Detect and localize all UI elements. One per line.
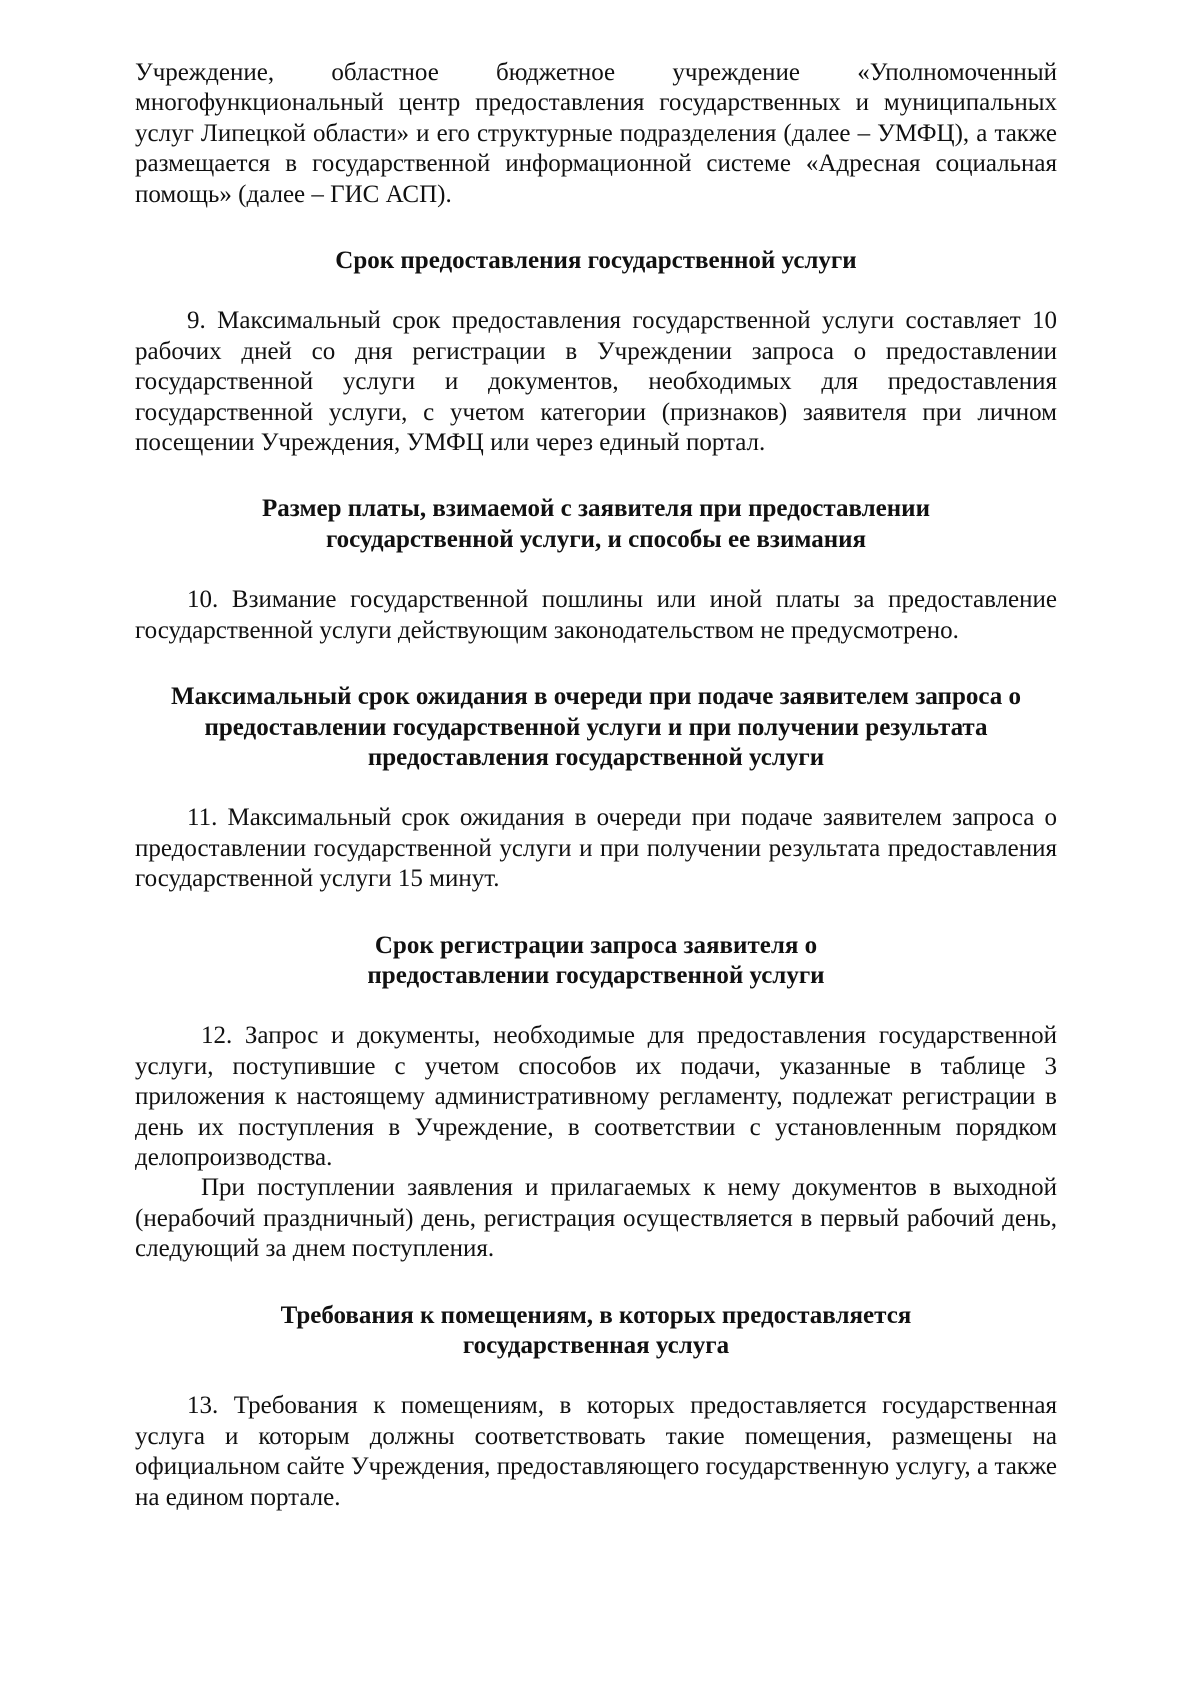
paragraph-13: 13. Требования к помещениям, в которых предоставляется государственная услуга и которым должны соответствовать такие помещения, размещены на официальном сайте Учреждения, предоставляющего государственную услугу, а также на едином портале.: [135, 1392, 1057, 1511]
paragraph-9: 9. Максимальный срок предоставления государственной услуги составляет 10 рабочих дней со дня регистрации в Учреждении запроса о предоставлении государственной услуги и документов, необходимых для предоставления государственной услуги, с учетом категории (признаков) заявителя при личном посещении Учреждения, УМФЦ или через единый портал.: [135, 307, 1057, 457]
section-heading-registration: Срок регистрации запроса заявителя о предоставлении государственной услуги: [367, 931, 825, 989]
section-heading-queue-time: Максимальный срок ожидания в очереди при подаче заявителем запроса о предоставлении государственной услуги и при получении результата предоставления государственной услуги: [170, 683, 1021, 771]
paragraph-10: 10. Взимание государственной пошлины или иной платы за предоставление государственной услуги действующим законодательством не предусмотрено.: [135, 586, 1057, 644]
document-page: [135, 58, 1057, 1513]
paragraph-12: 12. Запрос и документы, необходимые для предоставления государственной услуги, поступившие с учетом способов их подачи, указанные в таблице 3 приложения к настоящему административному регламенту, подлежат регистрации в день их поступления в Учреждение, в соответствии с установленным порядком делопроизводства.: [135, 1022, 1057, 1171]
paragraph-12-continued: При поступлении заявления и прилагаемых к нему документов в выходной (нерабочий праздничный) день, регистрация осуществляется в первый рабочий день, следующий за днем поступления.: [135, 1174, 1057, 1263]
paragraph-11: 11. Максимальный срок ожидания в очереди при подаче заявителем запроса о предоставлении государственной услуги и при получении результата предоставления государственной услуги 15 минут.: [135, 804, 1057, 893]
intro-paragraph: Учреждение, областное бюджетное учреждение «Уполномоченный многофункциональный центр предоставления государственных и муниципальных услуг Липецкой области» и его структурные подразделения (далее – УМФЦ), а также размещается в государственной информационной системе «Адресная социальная помощь» (далее – ГИС АСП).: [135, 59, 1057, 208]
section-heading-fee: Размер платы, взимаемой с заявителя при предоставлении государственной услуги, и способы ее взимания: [262, 495, 930, 553]
section-heading-service-term: Срок предоставления государственной услуги: [335, 247, 857, 275]
section-heading-premises: Требования к помещениям, в которых предоставляется государственная услуга: [280, 1301, 912, 1359]
